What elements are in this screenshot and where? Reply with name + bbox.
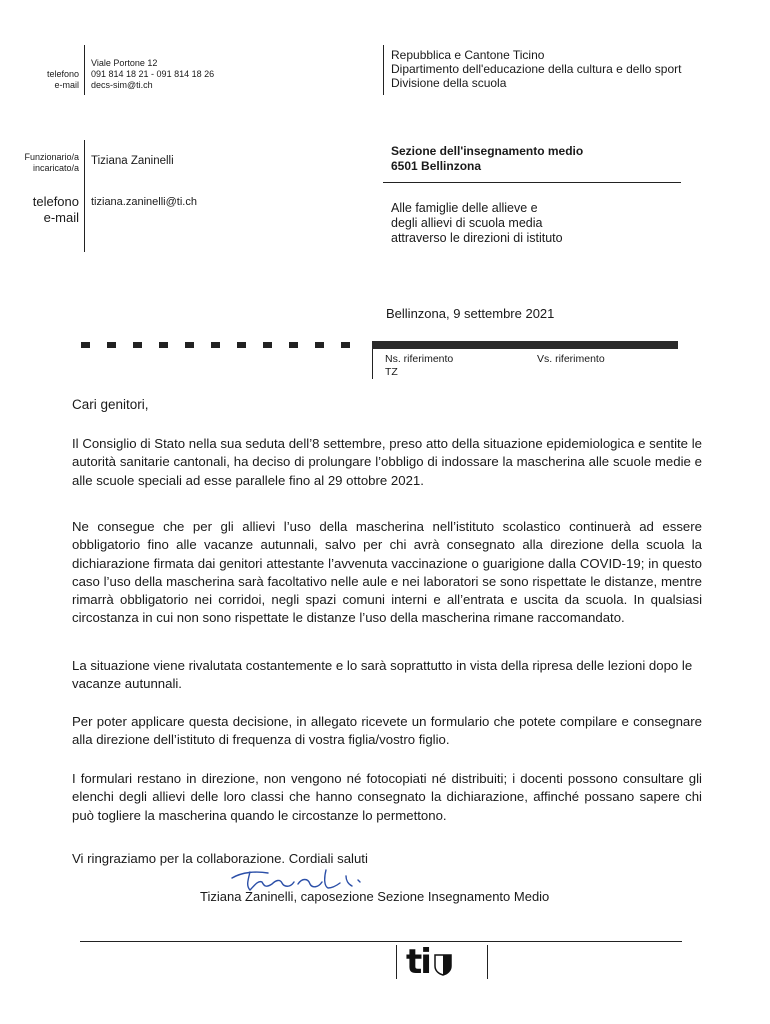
header-right-divider — [383, 45, 384, 95]
paragraph-4: Per poter applicare questa decisione, in allegato ricevete un formulario che potete compilare e consegnare alla direzione dell’istituto di frequenza di vostra figlia/vostro figlio. — [72, 714, 702, 748]
footer-rule — [80, 941, 682, 942]
official-email-label: e-mail — [43, 210, 79, 225]
ti-logo — [406, 943, 480, 981]
header-phone: 091 814 18 21 - 091 814 18 26 — [91, 69, 215, 79]
official-role-label-2: incaricato/a — [32, 163, 79, 173]
paragraph-1: Il Consiglio di Stato nella sua seduta dell’8 settembre, preso atto della situazione epidemiologica e sentite le autorità sanitarie cantonali, ha deciso di prolungare l’obbligo di indossare la mascherina alle scuole medie e alle scuole speciali ad esse parallele fino al 29 ottobre 2021. — [72, 436, 702, 488]
gov-line-3: Divisione della scuola — [391, 76, 507, 90]
reference-ns-label: Ns. riferimento — [385, 353, 454, 365]
header-phone-label: telefono — [46, 69, 79, 79]
recipient-line-1: Alle famiglie delle allieve e — [391, 201, 538, 215]
gov-line-2: Dipartimento dell'educazione della cultura e dello sport — [391, 62, 682, 76]
header-left-divider — [84, 45, 85, 95]
official-email: tiziana.zaninelli@ti.ch — [91, 196, 197, 208]
ticino-shield-icon — [434, 954, 452, 976]
salutation: Cari genitori, — [72, 397, 149, 412]
recipient-line-2: degli allievi di scuola media — [391, 216, 543, 230]
reference-bar — [372, 341, 678, 349]
ti-logo-text: ti — [406, 942, 430, 982]
paragraph-2: Ne consegue che per gli allievi l’uso della mascherina nell’istituto scolastico continuerà ad essere obbligatorio fino alle vacanze autunnali, salvo per chi avrà consegnato alla direzione della scuola la dichiarazione firmata dai genitori attestante l’avvenuta vaccinazione o guarigione dalla COVID-19; in questo caso l’uso della mascherina sarà facoltativo nelle aule e nei laboratori se sono rispettate le distanze, mentre rimarrà obbligatorio nei corridoi, negli spazi comuni interni e all’entrata e uscita da scuola. In qualsiasi circostanza in cui non sono rispettate le distanze l’uso della mascherina rimane raccomandato. — [72, 519, 702, 626]
footer-mark-left — [396, 945, 397, 979]
official-divider — [84, 140, 85, 252]
closing: Vi ringraziamo per la collaborazione. Cordiali saluti — [72, 851, 368, 866]
gov-line-1: Repubblica e Cantone Ticino — [391, 48, 545, 62]
official-phone-label: telefono — [32, 194, 79, 209]
header-address: Viale Portone 12 — [91, 58, 158, 68]
reference-ns-value: TZ — [385, 366, 398, 378]
signature-name: Tiziana Zaninelli, caposezione Sezione Insegnamento Medio — [200, 889, 550, 904]
sender-section: Sezione dell'insegnamento medio — [391, 144, 584, 158]
recipient-line-3: attraverso le direzioni di istituto — [391, 231, 563, 245]
header-email: decs-sim@ti.ch — [91, 80, 153, 90]
official-name: Tiziana Zaninelli — [91, 155, 174, 167]
sender-underline — [383, 182, 681, 183]
footer-mark-right — [487, 945, 488, 979]
letter-date: Bellinzona, 9 settembre 2021 — [386, 306, 555, 321]
official-role-label-1: Funzionario/a — [24, 152, 79, 162]
reference-vs-label: Vs. riferimento — [537, 353, 605, 365]
reference-divider — [372, 349, 373, 379]
paragraph-3: La situazione viene rivalutata costantemente e lo sarà soprattutto in vista della ripresa delle lezioni dopo le vacanze autunnali. — [72, 658, 693, 692]
sender-city: 6501 Bellinzona — [391, 159, 482, 173]
paragraph-5: I formulari restano in direzione, non vengono né fotocopiati né distribuiti; i docenti possono consultare gli elenchi degli allievi delle loro classi che hanno consegnato la dichiarazione, affinché possano sapere chi può togliere la mascherina quando le circostanze lo permettono. — [72, 771, 702, 823]
header-email-label: e-mail — [54, 80, 79, 90]
